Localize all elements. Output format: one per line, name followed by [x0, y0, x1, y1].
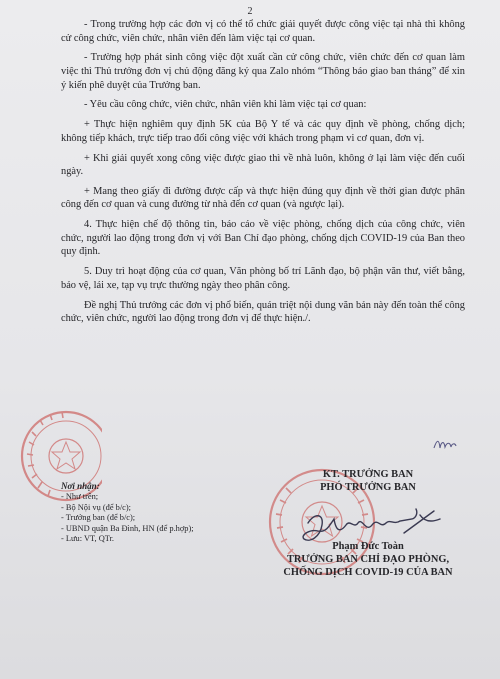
signer-role-line-1: TRƯỞNG BAN CHỈ ĐẠO PHÒNG,: [286, 554, 450, 565]
paragraph-urgent-work: - Trường hợp phát sinh công việc đột xuất cần cử công chức, viên chức đến cơ quan làm việc thì Thủ trưởng đơn vị chủ động đăng ký qua Zalo nhóm “Thông báo giao ban tháng” để xin ý kiến phê duyệt của Trưởng ban.: [61, 52, 465, 91]
paragraph-home-work: - Trong trường hợp các đơn vị có thể tổ chức giải quyết được công việc tại nhà thì không cử công chức, viên chức, nhân viên đến làm việc tại cơ quan.: [61, 19, 465, 44]
paragraph-go-home: + Khi giải quyết xong công việc được giao thì về nhà luôn, không ở lại làm việc đến cuối ngày.: [61, 152, 465, 178]
signature-block: [268, 468, 468, 579]
paragraph-5k-rule: + Thực hiện nghiêm quy định 5K của Bộ Y tế và các quy định về phòng, chống dịch; không tiếp khách, trực tiếp trao đổi công việc với khách trong phạm vi cơ quan, đơn vị.: [61, 119, 465, 144]
paragraph-item-4: 4. Thực hiện chế độ thông tin, báo cáo về việc phòng, chống dịch của công chức, viên chức, người lao động trong đơn vị với Ban Chỉ đạo phòng, chống dịch COVID-19 của Ban theo quy định.: [61, 219, 465, 258]
recipient-item: - Lưu: VT, QTr.: [61, 534, 115, 544]
signer-role-line-2: CHỐNG DỊCH COVID-19 CỦA BAN: [283, 567, 453, 578]
recipients-block: [61, 481, 194, 544]
recipient-item: - UBND quận Ba Đình, HN (để p.hợp);: [61, 523, 194, 533]
recipients-title: Nơi nhận:: [61, 481, 100, 491]
signer-authority: KT. TRƯỞNG BAN: [322, 469, 414, 480]
page-number: 2: [247, 6, 253, 17]
paragraph-closing: Đề nghị Thủ trưởng các đơn vị phổ biến, quán triệt nội dung văn bản này đến toàn thể công chức, viên chức, người lao động trong đơn vị để thực hiện./.: [61, 299, 465, 325]
paragraph-requirements: - Yêu cầu công chức, viên chức, nhân viên khi làm việc tại cơ quan:: [84, 99, 367, 111]
signer-position: PHÓ TRƯỞNG BAN: [320, 482, 416, 493]
paragraph-item-5: 5. Duy trì hoạt động của cơ quan, Văn phòng bố trí Lãnh đạo, bộ phận văn thư, viết bằng, bảo vệ, lái xe, tạp vụ trực thường ngày theo phân công.: [61, 266, 465, 291]
paragraph-travel-pass: + Mang theo giấy đi đường được cấp và thực hiện đúng quy định về thời gian được phân công đến cơ quan và cung đường từ nhà đến cơ quan (và ngược lại).: [61, 185, 465, 211]
initial-mark-icon: [433, 436, 457, 452]
recipient-item: - Như trên;: [61, 492, 99, 502]
document-body: [61, 18, 465, 332]
recipient-item: - Trưởng ban (để b/c);: [61, 513, 136, 523]
recipient-item: - Bộ Nội vụ (để b/c);: [61, 502, 132, 512]
signer-name: Phạm Đức Toàn: [332, 541, 404, 552]
